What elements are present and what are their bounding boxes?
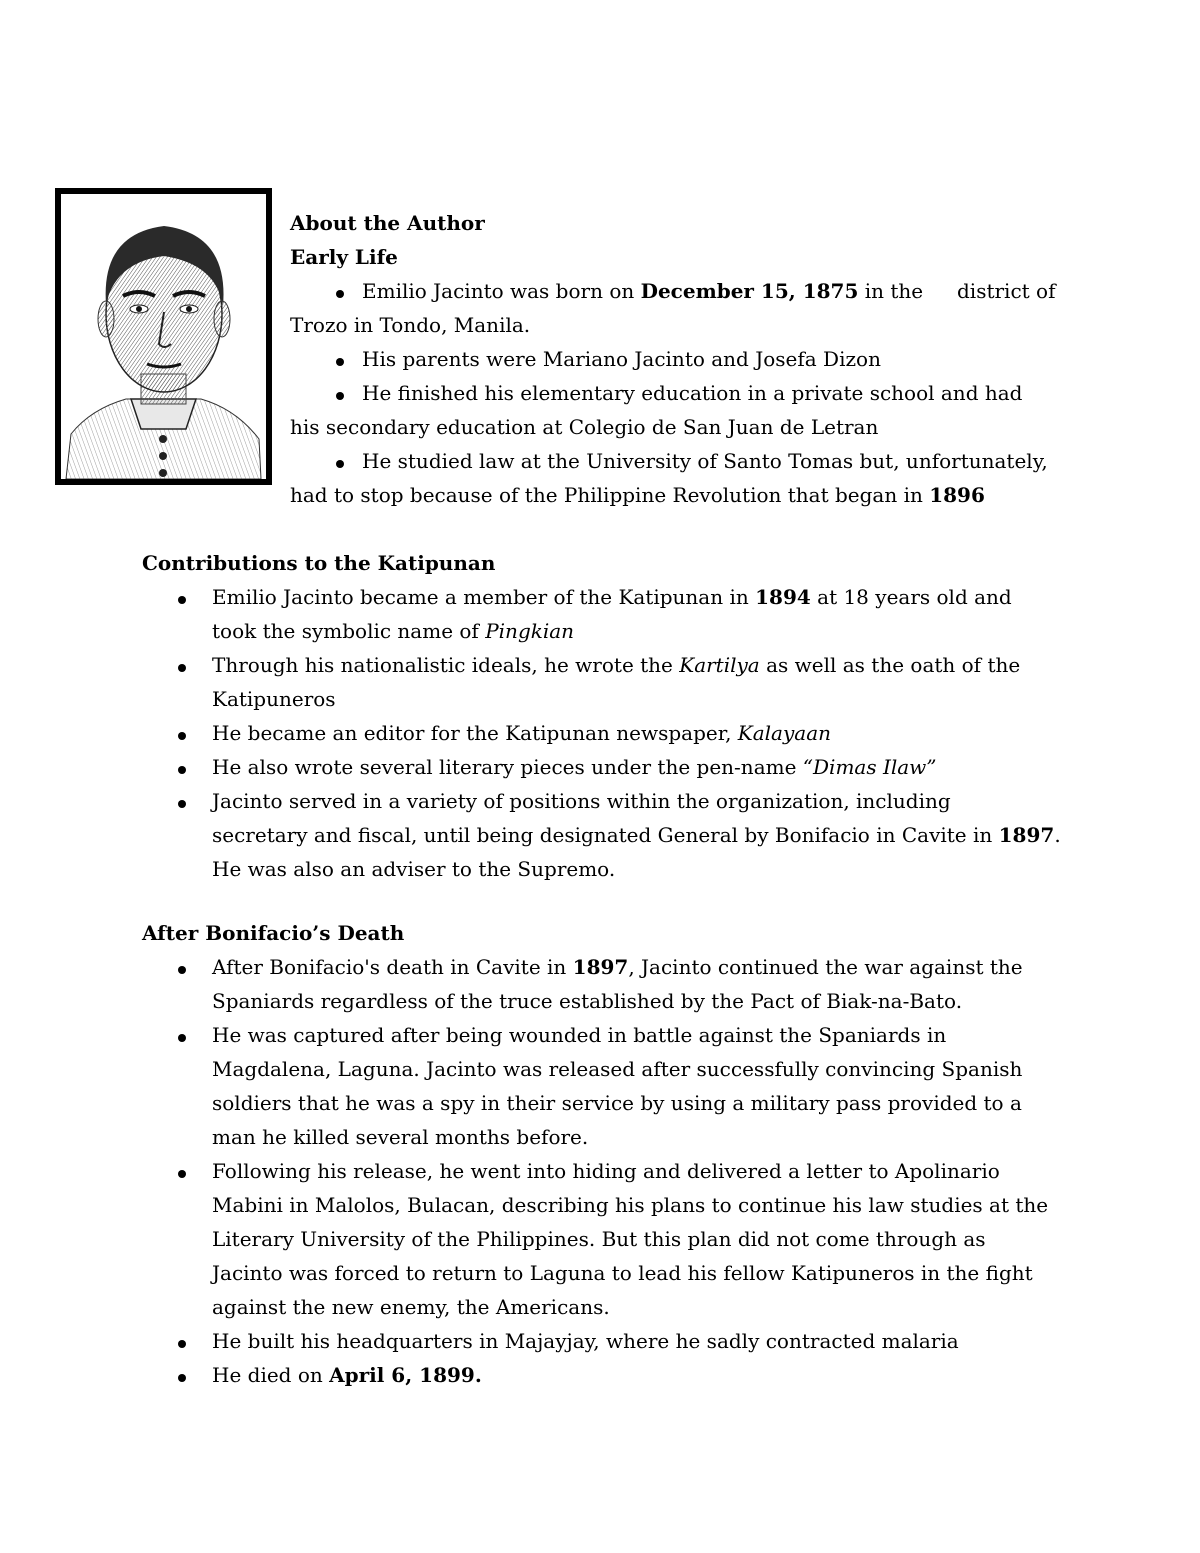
after-item-4: He built his headquarters in Majayjay, where he sadly contracted malaria [212, 1329, 959, 1353]
symbolic-name: Pingkian [485, 619, 575, 643]
text: Emilio Jacinto was born on [362, 279, 641, 303]
bullet-icon [178, 966, 186, 974]
year: 1894 [755, 585, 811, 609]
bullet-icon [178, 800, 186, 808]
work-title: Kartilya [679, 653, 760, 677]
author-portrait [55, 188, 272, 485]
text: took the symbolic name of [212, 619, 486, 643]
early-life-item-3-line1: He finished his elementary education in a private school and had [362, 381, 1023, 405]
death-date: April 6, 1899. [329, 1363, 482, 1387]
bullet-icon [178, 1374, 186, 1382]
birth-date: December 15, 1875 [640, 279, 859, 303]
after-item-1-line2: Spaniards regardless of the truce established by the Pact of Biak-na-Bato. [212, 989, 963, 1013]
text: in the [858, 279, 924, 303]
early-life-subtitle: Early Life [290, 245, 398, 269]
text: Through his nationalistic ideals, he wrote the [212, 653, 680, 677]
contrib-item-2-line1 [212, 648, 1020, 682]
bullet-icon [178, 596, 186, 604]
contributions-heading: Contributions to the Katipunan [142, 551, 496, 575]
text: . [1054, 823, 1061, 847]
after-item-2-line4: man he killed several months before. [212, 1125, 589, 1149]
bullet-icon [336, 460, 344, 468]
contrib-item-3 [212, 716, 831, 750]
about-title: About the Author [290, 211, 485, 235]
bullet-icon [178, 1170, 186, 1178]
contrib-item-5-line3: He was also an adviser to the Supremo. [212, 857, 616, 881]
bullet-icon [178, 664, 186, 672]
early-life-item-1-line1 [362, 274, 923, 308]
early-life-item-4-line1: He studied law at the University of Santo Tomas but, unfortunately, [362, 449, 1048, 473]
after-item-3-line2: Mabini in Malolos, Bulacan, describing his plans to continue his law studies at the [212, 1193, 1049, 1217]
text: After Bonifacio's death in Cavite in [212, 955, 573, 979]
text: He became an editor for the Katipunan newspaper, [212, 721, 738, 745]
early-life-item-1-tail: district of [957, 279, 1056, 303]
year: 1896 [929, 483, 985, 507]
after-item-2-line1: He was captured after being wounded in battle against the Spaniards in [212, 1023, 947, 1047]
contrib-item-1-line1 [212, 580, 1012, 614]
after-item-1-line1 [212, 950, 1023, 984]
contrib-item-5-line2 [212, 818, 1061, 852]
contrib-item-5-line1: Jacinto served in a variety of positions within the organization, including [212, 789, 951, 813]
bullet-icon [178, 766, 186, 774]
year: 1897 [998, 823, 1055, 847]
early-life-item-1-line2: Trozo in Tondo, Manila. [290, 313, 531, 337]
text: had to stop because of the Philippine Revolution that began in [290, 483, 930, 507]
text: He also wrote several literary pieces under the pen-name [212, 755, 803, 779]
after-item-5 [212, 1358, 482, 1392]
bullet-icon [178, 1340, 186, 1348]
after-item-2-line3: soldiers that he was a spy in their service by using a military pass provided to a [212, 1091, 1022, 1115]
after-item-3-line5: against the new enemy, the Americans. [212, 1295, 610, 1319]
contrib-item-1-line2 [212, 614, 574, 648]
contrib-item-2-line2: Katipuneros [212, 687, 336, 711]
after-item-3-line4: Jacinto was forced to return to Laguna to lead his fellow Katipuneros in the fight [212, 1261, 1033, 1285]
portrait-engraving [61, 194, 266, 479]
text: as well as the oath of the [759, 653, 1021, 677]
text: at 18 years old and [810, 585, 1012, 609]
bullet-icon [336, 290, 344, 298]
pen-name: “Dimas Ilaw” [802, 755, 937, 779]
after-item-3-line1: Following his release, he went into hiding and delivered a letter to Apolinario [212, 1159, 1000, 1183]
contrib-item-4 [212, 750, 937, 784]
early-life-item-3-line2: his secondary education at Colegio de San Juan de Letran [290, 415, 879, 439]
newspaper-name: Kalayaan [737, 721, 832, 745]
year: 1897 [572, 955, 629, 979]
bullet-icon [336, 392, 344, 400]
text: Emilio Jacinto became a member of the Katipunan in [212, 585, 756, 609]
after-heading: After Bonifacio’s Death [142, 921, 405, 945]
early-life-item-4-line2 [290, 478, 985, 512]
text: He died on [212, 1363, 330, 1387]
text: , Jacinto continued the war against the [628, 955, 1023, 979]
early-life-item-2: His parents were Mariano Jacinto and Josefa Dizon [362, 347, 881, 371]
bullet-icon [178, 1034, 186, 1042]
after-item-3-line3: Literary University of the Philippines. But this plan did not come through as [212, 1227, 986, 1251]
after-item-2-line2: Magdalena, Laguna. Jacinto was released after successfully convincing Spanish [212, 1057, 1023, 1081]
bullet-icon [178, 732, 186, 740]
bullet-icon [336, 358, 344, 366]
text: secretary and fiscal, until being designated General by Bonifacio in Cavite in [212, 823, 999, 847]
